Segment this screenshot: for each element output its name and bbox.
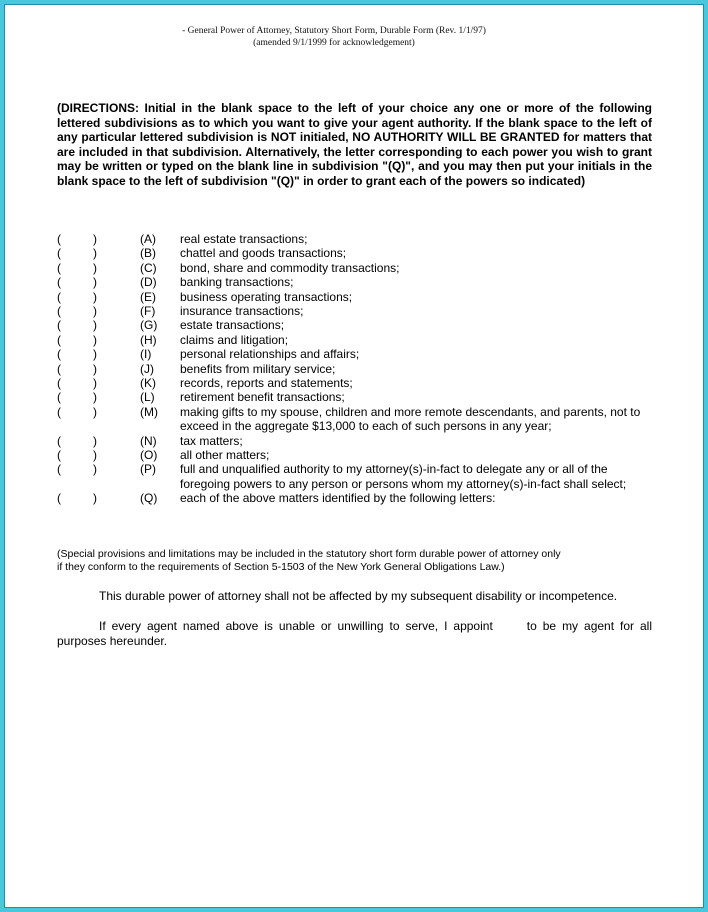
power-description: tax matters;	[180, 433, 243, 448]
power-description: real estate transactions;	[180, 232, 308, 246]
power-description: full and unqualified authority to my attorney(s)-in-fact to delegate any or all of the foregoing powers to any person or persons whom my attorney(s)-in-fact shall select;	[180, 462, 627, 491]
power-letter: (J)	[140, 361, 154, 376]
initial-box-close: )	[93, 361, 97, 376]
power-description: bond, share and commodity transactions;	[180, 260, 400, 275]
power-letter: (C)	[140, 260, 157, 275]
power-letter: (I)	[140, 347, 152, 362]
power-description: business operating transactions;	[180, 289, 353, 304]
initial-box-close: )	[93, 318, 97, 333]
initial-box-close: )	[93, 347, 97, 362]
header-title: - General Power of Attorney, Statutory Short Form, Durable Form (Rev. 1/1/97)	[182, 26, 486, 36]
power-description: benefits from military service;	[180, 361, 336, 376]
power-letter: (O)	[140, 448, 158, 462]
power-description: records, reports and statements;	[180, 376, 353, 390]
initial-box-close: )	[93, 275, 97, 290]
directions-paragraph: (DIRECTIONS: Initial in the blank space to the left of your choice any one or more of the following lettered subdivisions as to which you want to give your agent authority. If the blank space to the left of any particular lettered subdivision is NOT initialed, NO AUTHORITY WILL BE GRANTED for matters that are included in that subdivision. Alternatively, the letter corresponding to each power you wish to grant may be written or typed on the blank line in subdivision "(Q)", and you may then put your initials in the blank space to the left of subdivision "(Q)" in order to grant each of the powers so indicated)	[57, 101, 652, 188]
initial-box-open[interactable]: (	[57, 332, 61, 347]
initial-box-open[interactable]: (	[57, 347, 61, 362]
form-header	[0, 25, 668, 49]
power-description: personal relationships and affairs;	[180, 347, 360, 362]
successor-agent-paragraph	[57, 619, 652, 648]
initial-box-open[interactable]: (	[57, 318, 61, 333]
power-description: each of the above matters identified by the following letters:	[180, 491, 496, 506]
power-letter: (D)	[140, 275, 157, 290]
initial-box-open[interactable]: (	[57, 448, 61, 462]
initial-box-open[interactable]: (	[57, 246, 61, 261]
power-description: retirement benefit transactions;	[180, 390, 345, 405]
durable-statement: This durable power of attorney shall not be affected by my subsequent disability or incompetence.	[99, 589, 618, 603]
initial-box-close: )	[93, 232, 97, 246]
initial-box-close: )	[93, 304, 97, 318]
initial-box-open[interactable]: (	[57, 390, 61, 405]
power-letter: (E)	[140, 289, 156, 304]
initial-box-close: )	[93, 246, 97, 261]
power-letter: (A)	[140, 232, 156, 246]
power-letter: (P)	[140, 462, 156, 477]
initial-box-close: )	[93, 462, 97, 477]
initial-box-close: )	[93, 289, 97, 304]
initial-box-open[interactable]: (	[57, 361, 61, 376]
initial-box-close: )	[93, 448, 97, 462]
power-letter: (M)	[140, 404, 158, 419]
initial-box-open[interactable]: (	[57, 304, 61, 318]
initial-box-close: )	[93, 390, 97, 405]
power-letter: (L)	[140, 390, 155, 405]
initial-box-open[interactable]: (	[57, 260, 61, 275]
special-provisions-line: (Special provisions and limitations may be included in the statutory short form durable power of attorney only	[57, 548, 561, 560]
power-description: estate transactions;	[180, 318, 285, 333]
initial-box-close: )	[93, 260, 97, 275]
power-description: insurance transactions;	[180, 304, 304, 318]
power-letter: (K)	[140, 376, 156, 390]
initial-box-open[interactable]: (	[57, 289, 61, 304]
successor-agent-text-after: to be my agent for all purposes hereunder.	[57, 619, 652, 648]
special-provisions-note	[57, 548, 657, 574]
power-description: all other matters;	[180, 448, 270, 462]
power-description: making gifts to my spouse, children and more remote descendants, and parents, not to exceed in the aggregate $13,000 to each of such persons in any year;	[180, 404, 641, 434]
power-letter: (H)	[140, 332, 157, 347]
initial-box-open[interactable]: (	[57, 433, 61, 448]
initial-box-close: )	[93, 491, 97, 506]
power-letter: (N)	[140, 433, 157, 448]
initial-box-open[interactable]: (	[57, 462, 61, 477]
power-letter: (Q)	[140, 491, 158, 506]
header-amendment: (amended 9/1/1999 for acknowledgement)	[253, 38, 415, 48]
initial-box-close: )	[93, 376, 97, 390]
initial-box-open[interactable]: (	[57, 404, 61, 419]
initial-box-open[interactable]: (	[57, 275, 61, 290]
initial-box-open[interactable]: (	[57, 376, 61, 390]
power-description: banking transactions;	[180, 275, 294, 290]
power-description: claims and litigation;	[180, 332, 289, 347]
power-letter: (B)	[140, 246, 156, 261]
special-provisions-line: if they conform to the requirements of Section 5-1503 of the New York General Obligations Law.)	[57, 561, 505, 573]
initial-box-open[interactable]: (	[57, 232, 61, 246]
initial-box-open[interactable]: (	[57, 491, 61, 506]
initial-box-close: )	[93, 433, 97, 448]
power-description: chattel and goods transactions;	[180, 246, 347, 261]
power-letter: (G)	[140, 318, 158, 333]
initial-box-close: )	[93, 404, 97, 419]
power-letter: (F)	[140, 304, 156, 318]
successor-agent-text-before: If every agent named above is unable or unwilling to serve, I appoint	[99, 619, 493, 633]
initial-box-close: )	[93, 332, 97, 347]
